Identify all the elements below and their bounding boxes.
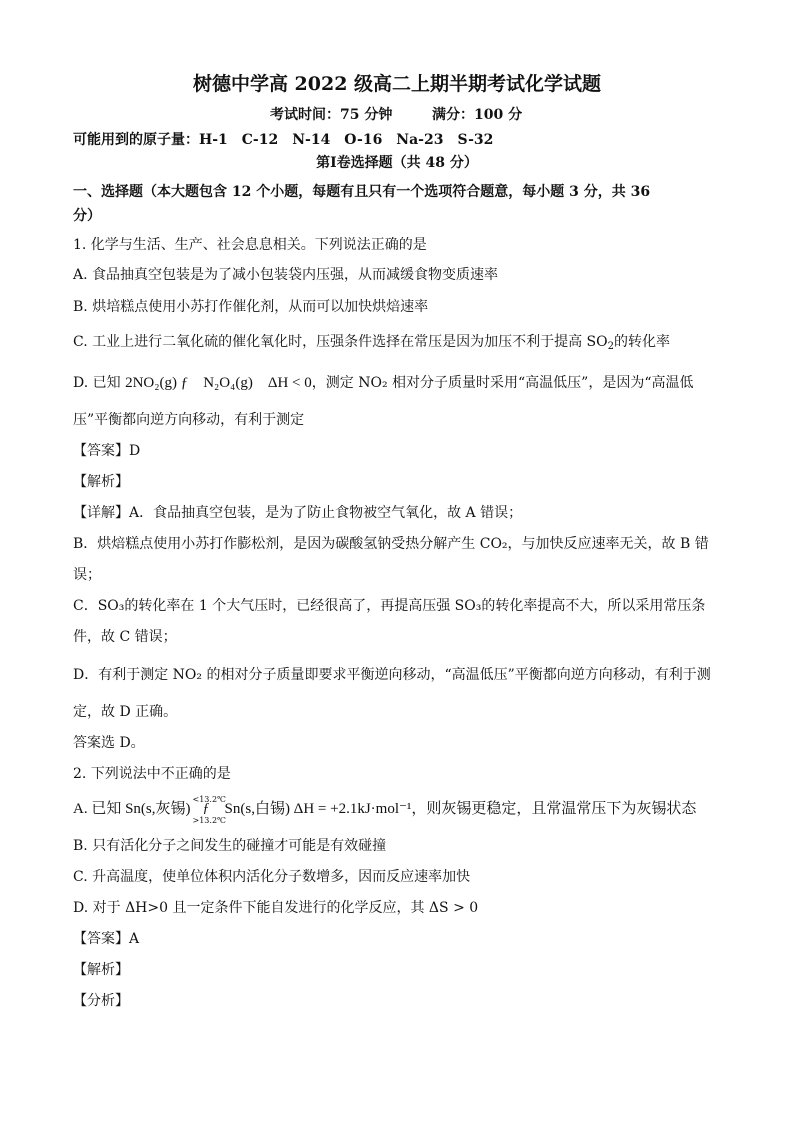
atomic-masses: 可能用到的原子量：H-1 C-12 N-14 O-16 Na-23 S-32 [73,132,494,148]
arrow-bottom-label: >13.2℃ [192,816,226,825]
q1-option-c [73,333,670,351]
q1-detail-b: B．烘焙糕点使用小苏打作膨松剂，是因为碳酸氢钠受热分解产生 CO₂，与加快反应速率无关，故 B 错 [73,536,709,552]
q1-stem: 1. 化学与生活、生产、社会息息相关。下列说法正确的是 [73,237,427,253]
q1-option-c-text: C. 工业上进行二氧化硫的催化氧化时，压强条件选择在常压是因为加压不利于提高 SO [73,334,608,350]
equilibrium-arrow [191,795,226,825]
arrow-glyph: ƒ [202,801,210,816]
q2-option-c: C. 升高温度，使单位体积内活化分子数增多，因而反应速率加快 [73,869,471,885]
q1-detail-c-cont: 件，故 C 错误； [73,629,177,645]
q1-answer: 【答案】D [73,443,141,459]
q1-option-a: A. 食品抽真空包装是为了减小包装袋内压强，从而减缓食物变质速率 [73,267,499,283]
q1-option-d-line1 [73,374,693,392]
q1-detail-d: D．有利于测定 NO₂ 的相对分子质量即要求平衡逆向移动，“高温低压”平衡都向逆方向移动，有利于测 [73,667,711,683]
q1-option-c-subscript: 2 [607,341,615,352]
exam-score: 满分：100 分 [432,107,523,123]
section-heading-line2: 分） [73,208,101,224]
q2-stem: 2. 下列说法中不正确的是 [73,766,231,782]
q1-detail-c: C．SO₃的转化率在 1 个大气压时，已经很高了，再提高压强 SO₃的转化率提高不大，所以采用常压条 [73,598,706,614]
q1-option-c-tail: 的转化率 [614,334,671,350]
q2-option-d: D. 对于 ΔH>0 且一定条件下能自发进行的化学反应，其 ΔS > 0 [73,900,479,916]
q1-detail-d-cont: 定，故 D 正确。 [73,704,178,720]
q1-option-d-line2: 压”平衡都向逆方向移动，有利于测定 [73,412,305,428]
q2-option-b: B. 只有活化分子之间发生的碰撞才可能是有效碰撞 [73,838,387,854]
q2-option-a [73,795,697,825]
q1-detail-a: 【详解】A．食品抽真空包装，是为了防止食物被空气氧化，故 A 错误； [73,505,523,521]
q2-analysis-label: 【解析】 [73,962,129,978]
q2-option-a-prefix: A. 已知 Sn(s,灰锡) [73,801,191,817]
q1-option-d-equation: 2NO₂(g) ƒ N₂O₄(g) ΔH < 0 [125,375,312,391]
q1-option-d-prefix: D. 已知 [73,375,126,391]
q2-option-a-tail: Sn(s,白锡) ΔH = +2.1kJ·mol⁻¹，则灰锡更稳定，且常温常压下为灰锡状态 [224,801,697,817]
q1-option-b: B. 烘培糕点使用小苏打作催化剂，从而可以加快烘焙速率 [73,299,429,315]
q1-detail-b-cont: 误； [73,567,101,583]
q2-answer: 【答案】A [73,931,140,947]
section-heading-line1: 一、选择题（本大题包含 12 个小题，每题有且只有一个选项符合题意，每小题 3 分，共 36 [73,184,651,200]
volume-title: 第Ⅰ卷选择题（共 48 分） [316,155,478,171]
q1-option-d-text: ，测定 NO₂ 相对分子质量时采用“高温低压”，是因为“高温低 [311,375,694,391]
q2-analysis2-label: 【分析】 [73,993,129,1009]
q1-analysis-label: 【解析】 [73,474,129,490]
arrow-top-label: <13.2℃ [192,795,226,804]
exam-title: 树德中学高 2022 级高二上期半期考试化学试题 [192,73,602,95]
exam-time: 考试时间：75 分钟 [270,107,393,123]
q1-conclusion: 答案选 D。 [73,735,145,751]
